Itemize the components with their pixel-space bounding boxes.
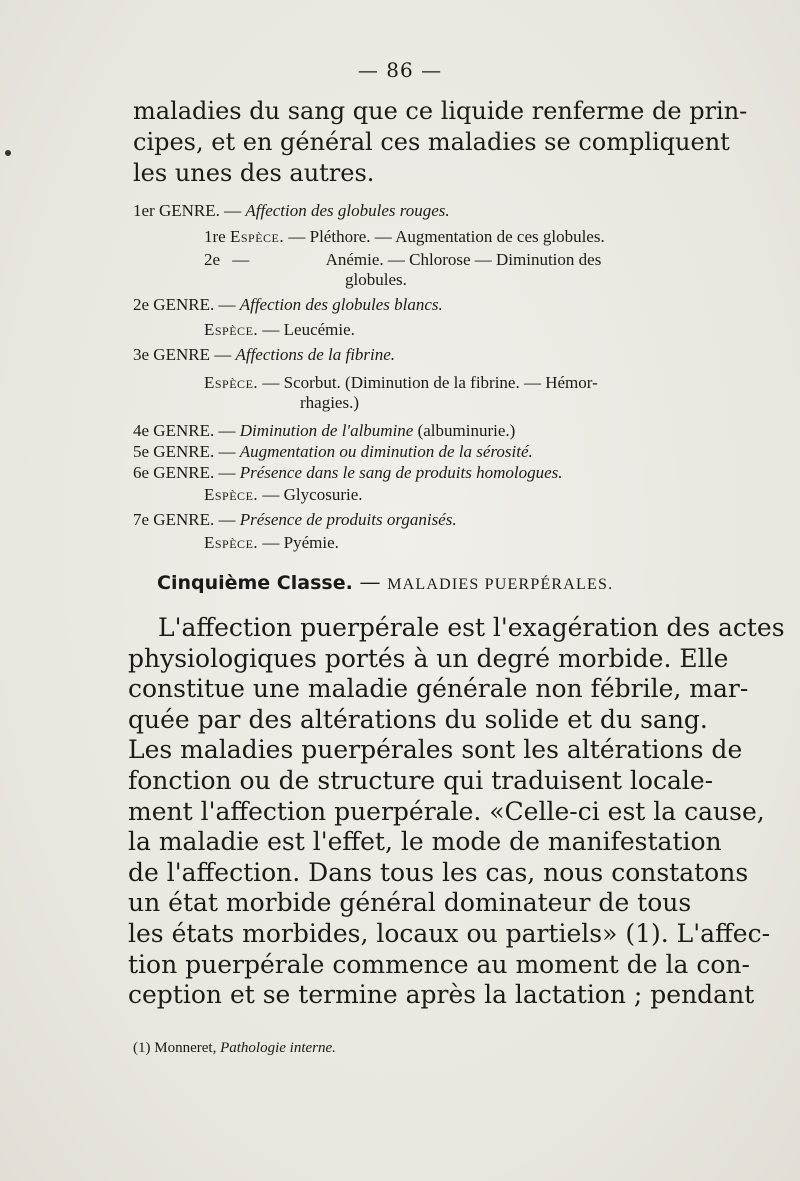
text-line: quée par des altérations du solide et du sang. [128,704,708,734]
section-subtitle: MALADIES PUERPÉRALES. [387,576,614,593]
genre-number: 1er [133,201,155,220]
text-line: constitue une maladie générale non fébrile, mar- [128,674,749,704]
species-2 [204,320,355,340]
text-line: les états morbides, locaux ou partiels» (1). L'affec- [128,918,771,948]
genre-dash: — [218,421,236,440]
genre-number: 7e [133,510,150,529]
species-number: 2e [204,250,221,269]
genre-extra: (albuminurie.) [417,421,516,440]
genre-label: GENRE [153,345,210,364]
genre-label: GENRE. [158,201,220,220]
genre-7 [133,510,457,530]
species-text: — Scorbut. (Diminution de la fibrine. — Hémor- [262,373,598,392]
text-line: un état morbide général dominateur de tous [128,888,692,918]
species-label: — [232,250,250,269]
genre-number: 3e [133,345,150,364]
genre-dash: — [218,510,236,529]
genre-label: GENRE. [153,510,215,529]
text-line: la maladie est l'effet, le mode de manifestation [128,827,722,857]
genre-label: GENRE. [153,421,215,440]
species-text: Anémie. — Chlorose — Diminution des [325,250,602,269]
genre-dash: — [218,295,236,314]
genre-label: GENRE. [153,442,215,461]
ink-speck [5,150,11,156]
footnote-mark: (1) [133,1040,151,1056]
text-line: maladies du sang que ce liquide renferme de prin- [133,97,748,125]
genre-2 [133,295,443,315]
species-text: — Pyémie. [262,533,339,552]
genre-label: GENRE. [153,295,215,314]
genre-6 [133,463,563,483]
species-3 [204,373,598,393]
genre-dash: — [218,442,236,461]
text-line: physiologiques portés à un degré morbide. Elle [128,643,729,673]
genre-number: 6e [133,463,150,482]
species-number: 1re [204,227,226,246]
text-line: fonction ou de structure qui traduisent locale- [128,765,714,795]
text-line: les unes des autres. [133,159,375,187]
text-line: Les maladies puerpérales sont les altérations de [128,735,743,765]
genre-1 [133,201,450,221]
section-title: Cinquième Classe. [157,572,353,594]
species-continuation: rhagies.) [300,393,360,412]
species-6 [204,485,363,505]
genre-title: Diminution de l'albumine [239,421,414,440]
species-1-2 [204,250,601,270]
species-continuation: globules. [345,270,407,289]
genre-label: GENRE. [153,463,215,482]
genre-title: Affections de la fibrine. [235,345,396,364]
species-text: — Leucémie. [262,320,355,339]
genre-number: 2e [133,295,150,314]
species-text: — Pléthore. — Augmentation de ces globules. [288,227,605,246]
genre-dash: — [224,201,242,220]
genre-title: Affection des globules blancs. [239,295,443,314]
intro-paragraph [133,96,748,189]
genre-title: Présence dans le sang de produits homologues. [239,463,563,482]
text-line: tion puerpérale commence au moment de la con- [128,949,750,979]
genre-dash: — [214,345,232,364]
page-number: — 86 — [357,58,443,82]
genre-3 [133,345,395,365]
text-line: L'affection puerpérale est l'exagération des actes [158,613,785,642]
footnote [133,1040,336,1057]
species-label: Espèce. [204,320,259,339]
genre-dash: — [218,463,236,482]
footnote-work: Pathologie interne. [220,1040,336,1056]
text-line: ment l'affection puerpérale. «Celle-ci est la cause, [128,796,765,826]
genre-5 [133,442,533,462]
text-line: de l'affection. Dans tous les cas, nous constatons [128,857,749,887]
text-line: ception et se termine après la lactation ; pendant [128,980,755,1010]
genre-title: Présence de produits organisés. [239,510,457,529]
species-text: — Glycosurie. [262,485,363,504]
footnote-author: Monneret, [154,1040,217,1056]
genre-title: Augmentation ou diminution de la sérosité. [239,442,533,461]
section-heading [157,570,613,594]
species-label: Espèce. [204,533,259,552]
species-1-1 [204,227,605,247]
species-label: Espèce. [204,373,259,392]
species-7 [204,533,339,553]
genre-number: 5e [133,442,150,461]
genre-title: Affection des globules rouges. [245,201,450,220]
species-label: Espèce. [229,227,285,246]
genre-number: 4e [133,421,150,440]
species-label: Espèce. [204,485,259,504]
section-dash: — [359,570,381,594]
body-paragraph [128,613,785,1011]
genre-4 [133,421,515,441]
text-line: cipes, et en général ces maladies se compliquent [133,128,730,156]
